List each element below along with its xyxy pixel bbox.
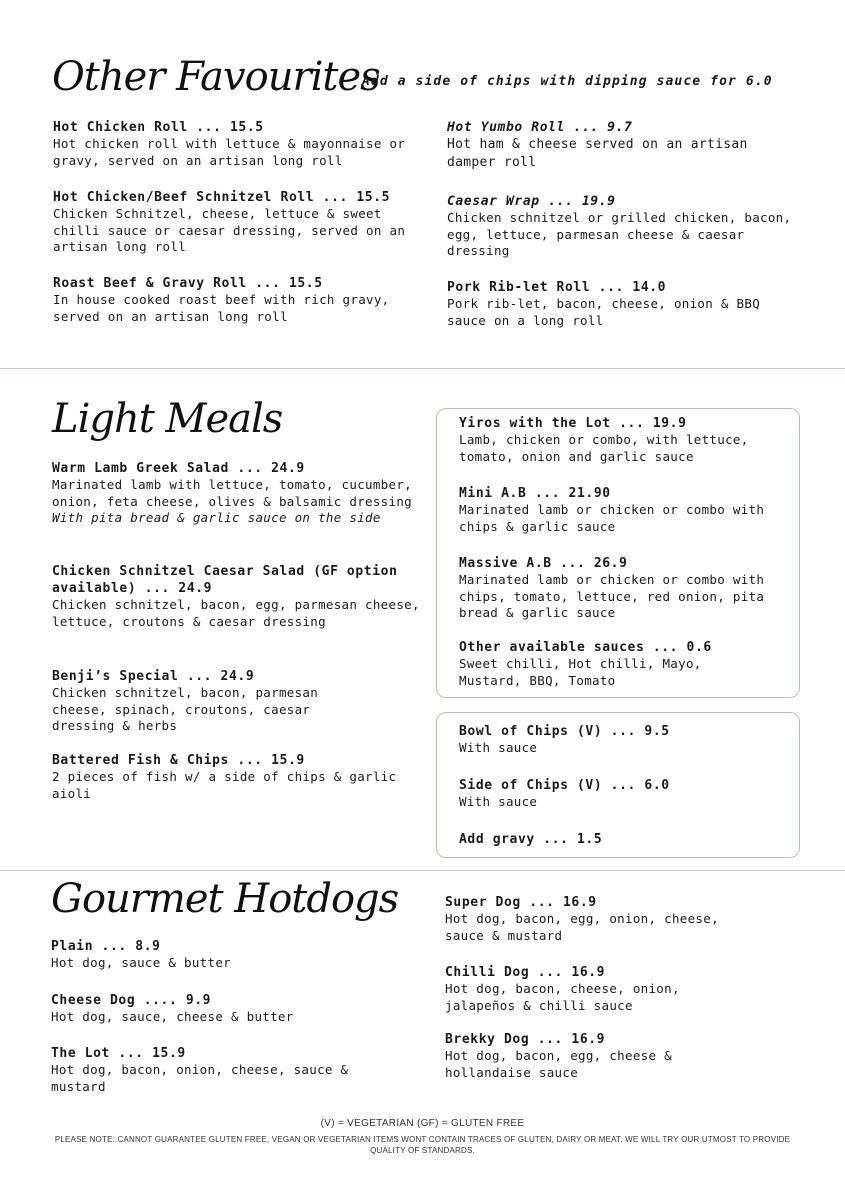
menu-item [459,639,789,689]
item-desc: Hot chicken roll with lettuce & mayonnaise or gravy, served on an artisan long roll [53,136,406,168]
item-desc: Sweet chilli, Hot chilli, Mayo, Mustard, BBQ, Tomato [459,656,702,688]
item-name: Hot Chicken Roll ... 15.5 [53,120,264,135]
item-name: Mini A.B ... 21.90 [459,486,611,501]
item-name: Plain ... 8.9 [51,939,161,954]
dietary-legend: (V) = VEGETARIAN (GF) = GLUTEN FREE [320,1118,525,1129]
light-meals-title: Light Meals [52,396,283,442]
menu-item [52,668,427,752]
item-desc: In house cooked roast beef with rich gravy, served on an artisan long roll [53,292,390,324]
item-name: Roast Beef & Gravy Roll ... 15.5 [53,276,323,291]
menu-item [459,555,789,639]
item-desc: 2 pieces of fish w/ a side of chips & garlic aioli [52,769,397,801]
menu-item [447,279,802,329]
item-desc: Hot dog, bacon, egg, cheese & hollandaise sauce [445,1048,672,1080]
section-divider [0,368,845,369]
item-name: Side of Chips (V) ... 6.0 [459,778,670,793]
item-desc: Hot dog, sauce, cheese & butter [51,1009,294,1024]
item-name: Brekky Dog ... 16.9 [445,1032,606,1047]
item-note: With pita bread & garlic sauce on the side [52,510,381,525]
menu-item [447,119,802,193]
item-name: The Lot ... 15.9 [51,1046,186,1061]
menu-item [459,485,789,555]
item-desc: Chicken schnitzel, bacon, parmesan cheese, spinach, croutons, caesar dressing & herbs [52,685,319,733]
menu-item [445,894,800,964]
item-name: Chilli Dog ... 16.9 [445,965,606,980]
allergen-note: PLEASE NOTE: CANNOT GUARANTEE GLUTEN FREE, VEGAN OR VEGETARIAN ITEMS WONT CONTAIN TRACES OF GLUTEN, DAIRY OR MEAT. WE WILL TRY OUR UTMOST TO PROVIDE QUALITY OF STANDARDS. [54,1135,791,1155]
item-desc: Hot dog, bacon, egg, onion, cheese, sauce & mustard [445,911,719,943]
item-name: Cheese Dog .... 9.9 [51,993,212,1008]
item-name: Super Dog ... 16.9 [445,895,597,910]
menu-item [52,460,427,563]
chips-tagline: Add a side of chips with dipping sauce for 6.0 [362,74,773,89]
item-desc: With sauce [459,740,538,755]
menu-item [459,723,789,777]
menu-item [447,193,802,279]
gourmet-hotdogs-title: Gourmet Hotdogs [51,876,399,922]
item-desc: Chicken schnitzel or grilled chicken, bacon, egg, lettuce, parmesan cheese & caesar dressing [447,210,792,258]
item-name: Massive A.B ... 26.9 [459,556,628,571]
item-name: Chicken Schnitzel Caesar Salad (GF option available) ... 24.9 [52,564,398,596]
item-desc: With sauce [459,794,538,809]
item-desc: Marinated lamb with lettuce, tomato, cucumber, onion, feta cheese, olives & balsamic dressing [52,477,412,509]
menu-item [51,938,411,992]
item-name: Add gravy ... 1.5 [459,832,603,847]
section-divider [0,870,845,871]
item-name: Battered Fish & Chips ... 15.9 [52,753,305,768]
item-name: Bowl of Chips (V) ... 9.5 [459,724,670,739]
item-desc: Lamb, chicken or combo, with lettuce, tomato, onion and garlic sauce [459,432,749,464]
item-desc: Chicken schnitzel, bacon, egg, parmesan cheese, lettuce, croutons & caesar dressing [52,597,420,629]
item-name: Hot Yumbo Roll ... 9.7 [447,120,633,135]
menu-item [445,1031,800,1081]
item-name: Yiros with the Lot ... 19.9 [459,416,687,431]
item-name: Benji’s Special ... 24.9 [52,669,255,684]
item-name: Caesar Wrap ... 19.9 [447,194,616,209]
menu-item [52,563,427,668]
item-name: Warm Lamb Greek Salad ... 24.9 [52,461,305,476]
menu-item [53,189,433,275]
menu-item [52,752,427,802]
menu-item [445,964,800,1031]
menu-item [53,275,433,325]
item-desc: Hot dog, bacon, cheese, onion, jalapeños & chilli sauce [445,981,680,1013]
menu-item [51,1045,411,1095]
item-desc: Marinated lamb or chicken or combo with chips, tomato, lettuce, red onion, pita bread & garlic sauce [459,572,765,620]
item-desc: Chicken Schnitzel, cheese, lettuce & sweet chilli sauce or caesar dressing, served on an artisan long roll [53,206,406,254]
item-desc: Hot ham & cheese served on an artisan damper roll [447,137,748,170]
item-desc: Pork rib-let, bacon, cheese, onion & BBQ sauce on a long roll [447,296,761,328]
item-name: Hot Chicken/Beef Schnitzel Roll ... 15.5 [53,190,391,205]
item-desc: Hot dog, bacon, onion, cheese, sauce & mustard [51,1062,349,1094]
menu-item [51,992,411,1045]
menu-item [459,415,789,485]
item-desc: Marinated lamb or chicken or combo with chips & garlic sauce [459,502,765,534]
item-name: Other available sauces ... 0.6 [459,640,712,655]
item-desc: Hot dog, sauce & butter [51,955,231,970]
menu-item [53,119,433,189]
menu-item [459,777,789,831]
menu-item [459,831,789,848]
item-name: Pork Rib-let Roll ... 14.0 [447,280,667,295]
other-favourites-title: Other Favourites [52,54,380,100]
